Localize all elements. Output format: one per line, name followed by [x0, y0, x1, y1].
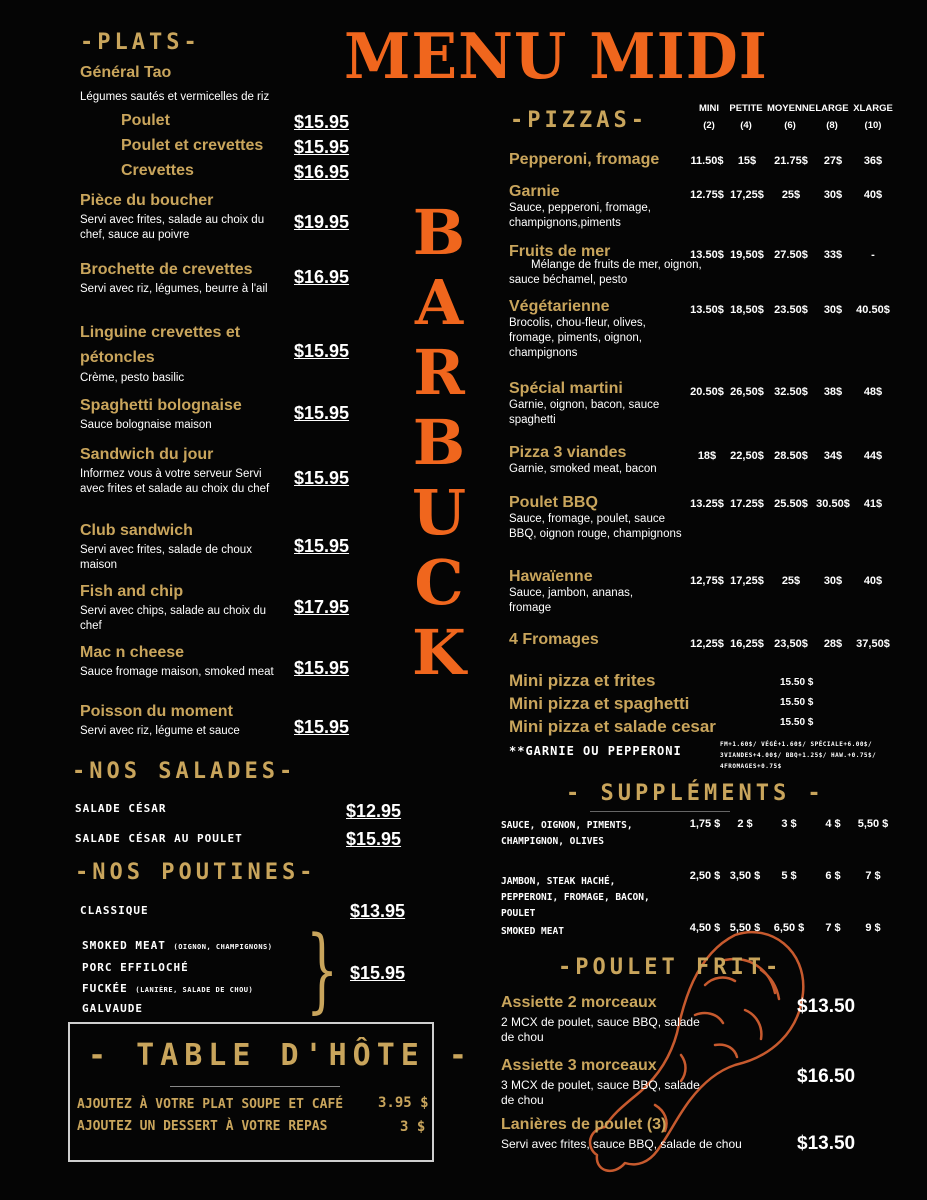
pizza-price: 17,25$	[730, 575, 764, 587]
general-tao-desc: Légumes sautés et vermicelles de riz	[80, 91, 270, 103]
supplement-price: 7 $	[865, 870, 881, 882]
salade-price: $12.95	[346, 801, 402, 821]
size-col-header: MINI (2)	[698, 103, 720, 131]
supplement-row	[501, 818, 901, 850]
pizza-extras-note: FM+1.60$/ VÉGÉ+1.60$/ SPÉCIALE+6.00$/	[720, 741, 873, 748]
pizza-price: 22,50$	[730, 450, 764, 462]
brand-letter: R	[413, 336, 465, 409]
pizza-price: 30.50$	[816, 498, 850, 510]
pizza-desc: Sauce, pepperoni, fromage, champignons,piments	[509, 202, 651, 229]
poulet-price: $16.50	[797, 1066, 856, 1087]
plat-name: Mac n cheese	[80, 644, 185, 661]
salade-price: $15.95	[346, 829, 402, 849]
pizza-price: 23.50$	[774, 304, 808, 316]
pizza-price: 25$	[781, 575, 801, 587]
pizza-price: 40.50$	[856, 304, 890, 316]
plat-price: $19.95	[294, 212, 350, 232]
poutine-item-note: (LANIÈRE, SALADE DE CHOU)	[135, 986, 254, 994]
poulet-item	[501, 1057, 901, 1108]
tao-option-price: $15.95	[294, 137, 350, 157]
supplement-price: 2,50 $	[689, 870, 721, 882]
poulet-item	[501, 1116, 901, 1152]
plat-name: Poisson du moment	[80, 703, 233, 720]
supplement-price: 5 $	[781, 870, 797, 882]
supplements-heading: - SUPPLÉMENTS -	[566, 781, 825, 806]
plat-desc: Servi avec frites, salade de choux maison	[80, 544, 252, 571]
poulet-name: Assiette 3 morceaux	[501, 1057, 657, 1074]
poulet-price: $13.50	[797, 1133, 856, 1154]
combo-name: Mini pizza et salade cesar	[509, 717, 716, 736]
tao-option-name: Poulet	[121, 112, 170, 129]
pizza-price: 18,50$	[730, 304, 764, 316]
poutine-item-note: (OIGNON, CHAMPIGNONS)	[173, 943, 273, 951]
plat-item	[80, 192, 360, 243]
pizza-price: 38$	[823, 386, 843, 398]
pizza-row	[509, 183, 909, 231]
plat-desc: Informez vous à votre serveur Servi avec frites et salade au choix du chef	[80, 468, 270, 495]
pizza-desc: Sauce, jambon, ananas, fromage	[509, 587, 634, 614]
supplement-price: 9 $	[865, 922, 881, 934]
pizza-price: 17,25$	[730, 189, 764, 201]
combo-name: Mini pizza et spaghetti	[509, 694, 690, 713]
pizza-desc: Sauce, fromage, poulet, sauce BBQ, oignon rouge, champignons	[509, 513, 682, 540]
plat-item	[80, 261, 360, 297]
plat-desc: Sauce fromage maison, smoked meat	[80, 666, 274, 678]
pizza-row	[509, 243, 909, 288]
pizza-price: 21.75$	[774, 155, 808, 167]
combo-price: 15.50 $	[780, 677, 814, 688]
pizza-name: Pizza 3 viandes	[509, 444, 627, 461]
table-hote-line: AJOUTEZ UN DESSERT À VOTRE REPAS	[77, 1119, 328, 1134]
pizza-row	[509, 494, 909, 542]
pizza-desc: Garnie, smoked meat, bacon	[509, 463, 657, 475]
brand-letter: A	[414, 266, 464, 339]
pizza-desc: Mélange de fruits de mer, oignon, sauce béchamel, pesto	[509, 259, 702, 286]
plat-price: $15.95	[294, 536, 350, 556]
poulet-desc: 3 MCX de poulet, sauce BBQ, salade de chou	[501, 1078, 700, 1107]
supplement-price: 4 $	[825, 818, 841, 830]
plat-item	[80, 703, 360, 739]
pizza-price: 30$	[823, 575, 843, 587]
plat-desc: Servi avec chips, salade au choix du chef	[80, 605, 267, 632]
plat-item	[80, 446, 360, 497]
supplement-price: 3,50 $	[729, 870, 761, 882]
pizza-price: 28.50$	[774, 450, 808, 462]
pizza-price: 12,25$	[690, 638, 724, 650]
pizza-price: 32.50$	[774, 386, 808, 398]
pizza-name: Poulet BBQ	[509, 494, 598, 511]
plat-price: $15.95	[294, 468, 350, 488]
poutine-price: $13.95	[350, 901, 406, 921]
pizzas-heading: -PIZZAS-	[510, 108, 648, 133]
pizza-price: 11.50$	[690, 155, 724, 167]
pizza-name: 4 Fromages	[509, 631, 599, 648]
pizza-price: 44$	[863, 450, 883, 462]
plat-item	[80, 644, 360, 680]
combo-price: 15.50 $	[780, 697, 814, 708]
menu-title: MENU MIDI	[344, 20, 768, 94]
poutine-name: PORC EFFILOCHÉ	[82, 961, 189, 974]
plat-item	[80, 583, 360, 634]
pizza-row	[509, 444, 909, 477]
pizza-row	[509, 568, 909, 616]
pizza-name: Spécial martini	[509, 380, 623, 397]
pizza-price: 18$	[697, 450, 717, 462]
supplement-price: 3 $	[781, 818, 797, 830]
pizza-price: 13.25$	[690, 498, 724, 510]
pizza-name: Végétarienne	[509, 298, 610, 315]
pizza-price: 26,50$	[730, 386, 764, 398]
pizza-price: 30$	[823, 189, 843, 201]
plat-item	[80, 320, 360, 386]
pizza-row	[509, 380, 909, 428]
pizza-price: 34$	[823, 450, 843, 462]
plat-name: Spaghetti bolognaise	[80, 397, 242, 414]
tao-option-name: Crevettes	[121, 162, 194, 179]
divider	[170, 1086, 340, 1087]
supplement-price: 1,75 $	[689, 818, 721, 830]
plat-name: Pièce du boucher	[80, 192, 214, 209]
supplement-price: 6,50 $	[773, 922, 805, 934]
pizza-price: 16,25$	[730, 638, 764, 650]
pizza-price: 36$	[863, 155, 883, 167]
pizza-price: 48$	[863, 386, 883, 398]
plat-name: Fish and chip	[80, 583, 184, 600]
plat-item	[80, 397, 360, 433]
salade-name: SALADE CÉSAR	[75, 802, 167, 815]
poulet-price: $13.50	[797, 996, 856, 1017]
plat-desc: Crème, pesto basilic	[80, 372, 185, 384]
pizza-price: 12,75$	[690, 575, 724, 587]
plats-heading: -PLATS-	[80, 30, 201, 55]
pizza-price: 30$	[823, 304, 843, 316]
pizza-price: 33$	[823, 249, 843, 261]
general-tao-name: Général Tao	[80, 64, 172, 81]
size-col-header: MOYENNE (6)	[767, 103, 816, 131]
plat-price: $16.95	[294, 267, 350, 287]
pizza-price: 19,50$	[730, 249, 764, 261]
poulet-name: Assiette 2 morceaux	[501, 994, 657, 1011]
plat-name: Linguine crevettes et pétoncles	[80, 324, 241, 366]
size-col-header: LARGE (8)	[815, 103, 849, 131]
poulet-name: Lanières de poulet (3)	[501, 1116, 667, 1133]
tao-option-price: $15.95	[294, 112, 350, 132]
plat-desc: Servi avec frites, salade au choix du chef, sauce au poivre	[80, 214, 265, 241]
pizza-row	[509, 151, 909, 169]
plat-item	[80, 522, 360, 573]
plat-price: $17.95	[294, 597, 350, 617]
pizza-price: 13.50$	[690, 249, 724, 261]
plat-desc: Servi avec riz, légume et sauce	[80, 725, 240, 737]
poulet-item	[501, 994, 901, 1045]
tao-option-price: $16.95	[294, 162, 350, 182]
plat-name: Brochette de crevettes	[80, 261, 253, 278]
supplement-price: 5,50 $	[729, 922, 761, 934]
poutine-name	[82, 982, 253, 995]
poulet-desc: Servi avec frites, sauce BBQ, salade de chou	[501, 1137, 742, 1151]
supplement-name: SAUCE, OIGNON, PIMENTS, CHAMPIGNON, OLIVES	[501, 820, 633, 847]
pizza-desc: Garnie, oignon, bacon, sauce spaghetti	[509, 399, 660, 426]
poutine-group-price: $15.95	[350, 963, 406, 983]
pizza-extras-note: 4FROMAGES+0.75$	[720, 763, 782, 770]
brand-vertical	[404, 198, 474, 688]
table-hote-price: 3.95 $	[378, 1095, 429, 1111]
plat-price: $15.95	[294, 341, 350, 361]
poulet-frit-heading: -POULET FRIT-	[558, 955, 783, 980]
pizza-price: -	[871, 249, 875, 261]
supplement-name: SMOKED MEAT	[501, 926, 564, 937]
supplement-price: 6 $	[825, 870, 841, 882]
pizza-row	[509, 631, 909, 649]
salades-heading: -NOS SALADES-	[72, 759, 297, 784]
brand-letter: B	[412, 406, 466, 479]
pizza-price: 13.50$	[690, 304, 724, 316]
poutine-name: GALVAUDE	[82, 1002, 143, 1015]
pizza-price: 40$	[863, 189, 883, 201]
brand-letter: U	[411, 476, 467, 549]
supplement-price: 4,50 $	[689, 922, 721, 934]
combo-name: Mini pizza et frites	[509, 671, 656, 690]
poutine-name: CLASSIQUE	[80, 904, 149, 917]
tao-option-name: Poulet et crevettes	[121, 137, 264, 154]
pizza-desc: Brocolis, chou-fleur, olives, fromage, piments, oignon, champignons	[509, 317, 646, 359]
brand-letter: K	[412, 616, 466, 689]
table-hote-price: 3 $	[400, 1119, 426, 1135]
pizza-price: 23,50$	[774, 638, 808, 650]
pizza-name: Fruits de mer	[509, 243, 611, 260]
curly-brace-icon: }	[306, 916, 339, 1023]
divider	[590, 811, 730, 812]
supplement-name: JAMBON, STEAK HACHÉ, PEPPERONI, FROMAGE, BACON, POULET	[501, 876, 650, 919]
plat-price: $15.95	[294, 717, 350, 737]
pizza-price: 27$	[823, 155, 843, 167]
pizza-extras-note: 3VIANDES+4.00$/ BBQ+1.25$/ HAW.+0.75$/	[720, 752, 877, 759]
pizza-price: 12.75$	[690, 189, 724, 201]
pizza-price: 15$	[737, 155, 757, 167]
size-col-header: XLARGE (10)	[853, 103, 893, 131]
poutine-item-name: SMOKED MEAT	[82, 939, 166, 952]
salade-name: SALADE CÉSAR AU POULET	[75, 832, 243, 845]
plat-desc: Servi avec riz, légumes, beurre à l'ail	[80, 283, 268, 295]
plat-desc: Sauce bolognaise maison	[80, 419, 212, 431]
poutine-name	[82, 939, 273, 952]
pizza-note: **GARNIE OU PEPPERONI	[509, 744, 682, 758]
table-hote-heading: - TABLE D'HÔTE -	[88, 1038, 473, 1073]
brand-letter: B	[412, 196, 466, 269]
pizza-price: 40$	[863, 575, 883, 587]
pizza-price: 41$	[863, 498, 883, 510]
plat-name: Club sandwich	[80, 522, 193, 539]
pizza-price: 27.50$	[774, 249, 808, 261]
pizza-name: Garnie	[509, 183, 560, 200]
poulet-desc: 2 MCX de poulet, sauce BBQ, salade de chou	[501, 1015, 700, 1044]
supplement-price: 5,50 $	[857, 818, 889, 830]
size-col-header: PETITE (4)	[729, 103, 763, 131]
plat-price: $15.95	[294, 403, 350, 423]
pizza-row	[509, 298, 909, 361]
pizza-name: Hawaïenne	[509, 568, 593, 585]
pizza-price: 28$	[823, 638, 843, 650]
supplement-price: 2 $	[737, 818, 753, 830]
pizza-name: Pepperoni, fromage	[509, 151, 660, 168]
pizza-price: 17.25$	[730, 498, 764, 510]
supplement-price: 7 $	[825, 922, 841, 934]
brand-letter: C	[414, 546, 464, 619]
table-hote-line: AJOUTEZ À VOTRE PLAT SOUPE ET CAFÉ	[77, 1097, 344, 1112]
pizza-price: 20.50$	[690, 386, 724, 398]
plat-name: Sandwich du jour	[80, 446, 214, 463]
poutine-item-name: FUCKÉE	[82, 982, 128, 995]
poutines-heading: -NOS POUTINES-	[75, 860, 317, 885]
pizza-price: 37,50$	[856, 638, 890, 650]
pizza-price: 25$	[781, 189, 801, 201]
plat-price: $15.95	[294, 658, 350, 678]
pizza-price: 25.50$	[774, 498, 808, 510]
combo-price: 15.50 $	[780, 717, 814, 728]
